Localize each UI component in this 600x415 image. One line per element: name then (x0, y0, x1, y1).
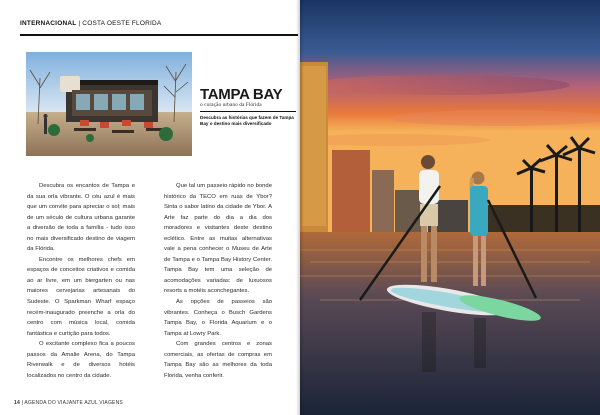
article-column-2 (164, 181, 272, 381)
paragraph: As opções de passeios são vibrantes. Conheça o Busch Gardens Tampa Bay, o Florida Aquarium e o Tampa at Lowry Park. (164, 299, 272, 337)
subsection-label: COSTA OESTE FLORIDA (82, 20, 162, 27)
paragraph: Com grandes centros e zonas comerciais, as ofertas de compras em Tampa Bay são as melhores da toda Florida, venha conferir. (164, 341, 272, 379)
page-spine-shadow (296, 0, 304, 415)
header-separator: | (78, 20, 81, 27)
paragraph: O excitante complexo fica a poucos passos da Amalie Arena, do Tampa Riverwalk e de diversos hotéis localizados no centro da cidade. (27, 341, 135, 379)
title-divider (200, 111, 296, 112)
footer-separator: | (21, 400, 24, 406)
paragraph: Descubra os encantos de Tampa e da sua orla vibrante. O céu azul é mais que um convite para apreciar o sol; mais de um século de cultura urbana garante a diversão de toda a família - tudo isso no mais diversificado destino de viagem da Flórida. (27, 183, 135, 253)
page-number: 14 (14, 400, 20, 406)
article-subtitle: o coração urbano da Flórida (200, 102, 262, 108)
paragraph: Que tal um passeio rápido no bonde histórico da TECO em ruas de Ybor? Sinta o sabor latino da cidade de Ybor. A Arte faz parte do dia a dia dos moradores e visitantes deste destino eclético. Entre as muitas alternativas vale a pena conhecer o Museu de Arte de Tampa e o Tampa Bay History Center. Tampa Bay tem uma seleção de acomodações variadas: de luxuosos resorts a motéis aconchegantes. (164, 183, 272, 295)
paddleboard-couple-sunset-photo (300, 0, 600, 415)
restaurant-terrace-photo (26, 52, 192, 156)
article-title: TAMPA BAY (200, 86, 283, 103)
article-column-1 (27, 181, 135, 381)
section-label: INTERNACIONAL (20, 20, 77, 27)
paragraph: Encontre os melhores chefs em espaços de conceitos criativos e comida ao ar livre, em um biergarten ou nas maiores cervejarias artesanais do Sudeste. O Sparkman Wharf espaço recém-inaugurado preenche a orla do centro com música local, comida fantástica e curtição para todos. (27, 256, 135, 337)
page-footer (14, 400, 123, 406)
publication-name: AGENDA DO VIAJANTE AZUL VIAGENS (24, 400, 123, 406)
photo-caption: Descubra as histórias que fazem de Tampa Bay o destino mais diversificado (200, 115, 294, 127)
section-header (20, 20, 298, 36)
